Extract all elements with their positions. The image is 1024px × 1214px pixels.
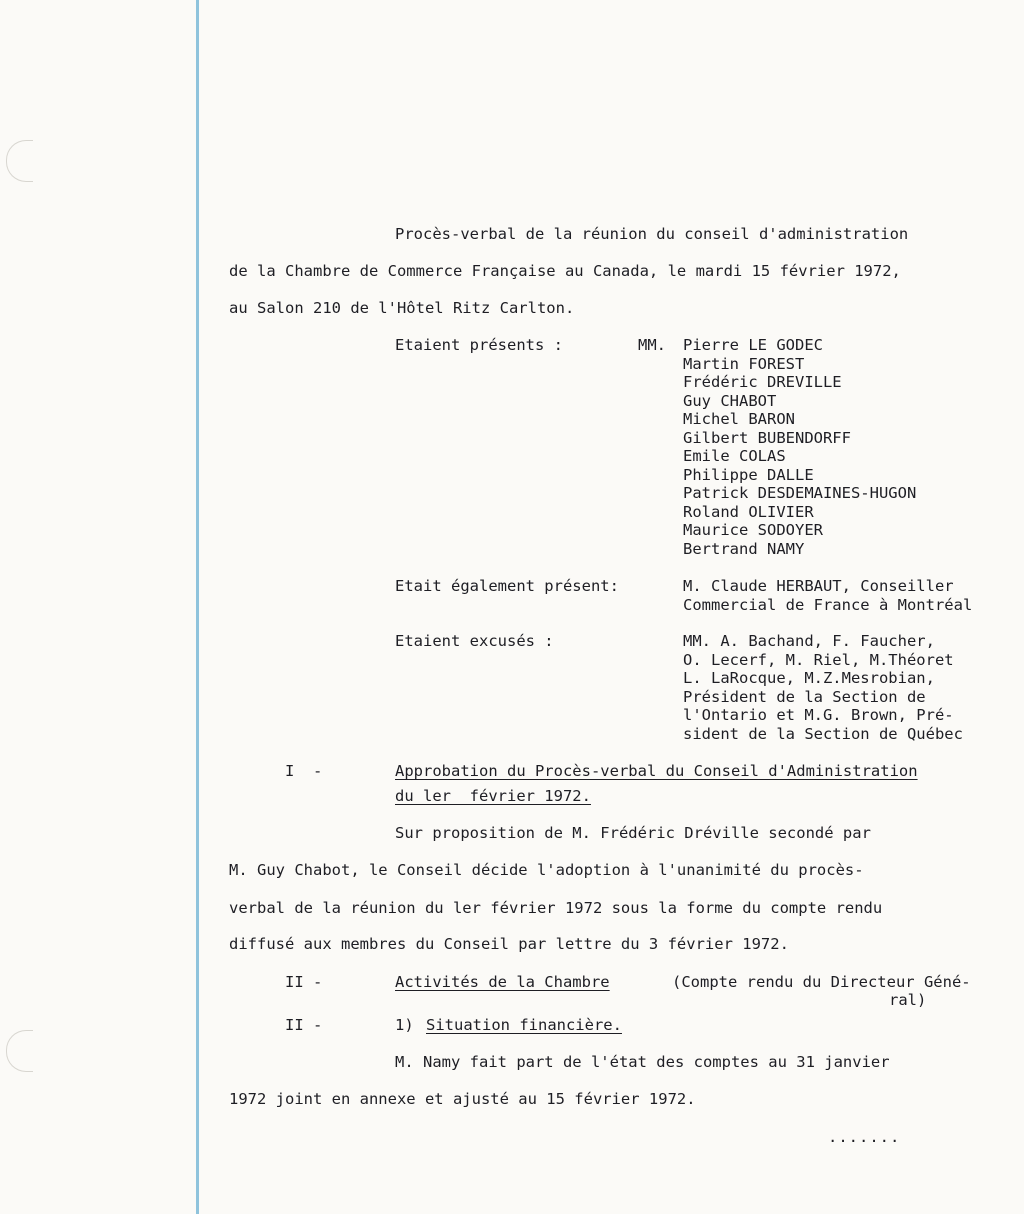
section-numeral: II - xyxy=(285,1016,323,1034)
section-note: (Compte rendu du Directeur Géné- xyxy=(672,973,971,991)
section-numeral: II - xyxy=(285,973,323,991)
also-present-label: Etait également présent: xyxy=(395,577,619,595)
excused-line: MM. A. Bachand, F. Faucher, xyxy=(683,632,935,650)
excused-line: l'Ontario et M.G. Brown, Pré- xyxy=(683,706,954,724)
body-line: diffusé aux membres du Conseil par lettre du 3 février 1972. xyxy=(229,935,789,953)
body-line: verbal de la réunion du ler février 1972 sous la forme du compte rendu xyxy=(229,899,883,917)
intro-line-1: Procès-verbal de la réunion du conseil d'administration xyxy=(395,225,909,243)
section-heading: Approbation du Procès-verbal du Conseil d'Administration xyxy=(395,762,918,780)
attendee-name: Maurice SODOYER xyxy=(683,521,823,539)
also-present-line: Commercial de France à Montréal xyxy=(683,595,973,614)
presents-label: Etaient présents : xyxy=(395,336,563,354)
attendee-name: Martin FOREST xyxy=(683,354,805,373)
excused-line: L. LaRocque, M.Z.Mesrobian, xyxy=(683,669,935,687)
body-line: M. Namy fait part de l'état des comptes au 31 janvier xyxy=(395,1053,890,1071)
body-line: Sur proposition de M. Frédéric Dréville secondé par xyxy=(395,824,871,842)
item-number: 1) xyxy=(395,1016,414,1034)
attendee-name: Philippe DALLE xyxy=(683,465,814,484)
attendee-name: Michel BARON xyxy=(683,410,795,428)
body-line: M. Guy Chabot, le Conseil décide l'adoption à l'unanimité du procès- xyxy=(229,861,864,879)
attendee-name: Pierre LE GODEC xyxy=(683,336,823,354)
attendee-name: Emile COLAS xyxy=(683,447,786,465)
excused-line: sident de la Section de Québec xyxy=(683,724,963,743)
attendee-name: Frédéric DREVILLE xyxy=(683,373,842,391)
section-heading: Situation financière. xyxy=(426,1016,622,1034)
excused-line: O. Lecerf, M. Riel, M.Théoret xyxy=(683,650,954,669)
body-line: 1972 joint en annexe et ajusté au 15 février 1972. xyxy=(229,1090,696,1108)
section-numeral: I - xyxy=(285,762,323,780)
attendee-name: Guy CHABOT xyxy=(683,391,777,410)
excused-label: Etaient excusés : xyxy=(395,632,554,650)
section-note-cont: ral) xyxy=(889,991,927,1009)
section-heading-cont: du ler février 1972. xyxy=(395,787,591,805)
attendee-name: Gilbert BUBENDORFF xyxy=(683,428,851,447)
attendee-name: Roland OLIVIER xyxy=(683,502,814,521)
section-heading: Activités de la Chambre xyxy=(395,973,610,991)
intro-line-3: au Salon 210 de l'Hôtel Ritz Carlton. xyxy=(229,299,575,317)
also-present-line: M. Claude HERBAUT, Conseiller xyxy=(683,577,954,595)
attendee-name: Bertrand NAMY xyxy=(683,539,805,558)
continuation-dots: ....... xyxy=(828,1128,901,1146)
intro-line-2: de la Chambre de Commerce Française au Canada, le mardi 15 février 1972, xyxy=(229,262,901,280)
excused-line: Président de la Section de xyxy=(683,687,926,706)
presents-prefix: MM. xyxy=(638,336,666,354)
attendee-name: Patrick DESDEMAINES-HUGON xyxy=(683,484,917,502)
